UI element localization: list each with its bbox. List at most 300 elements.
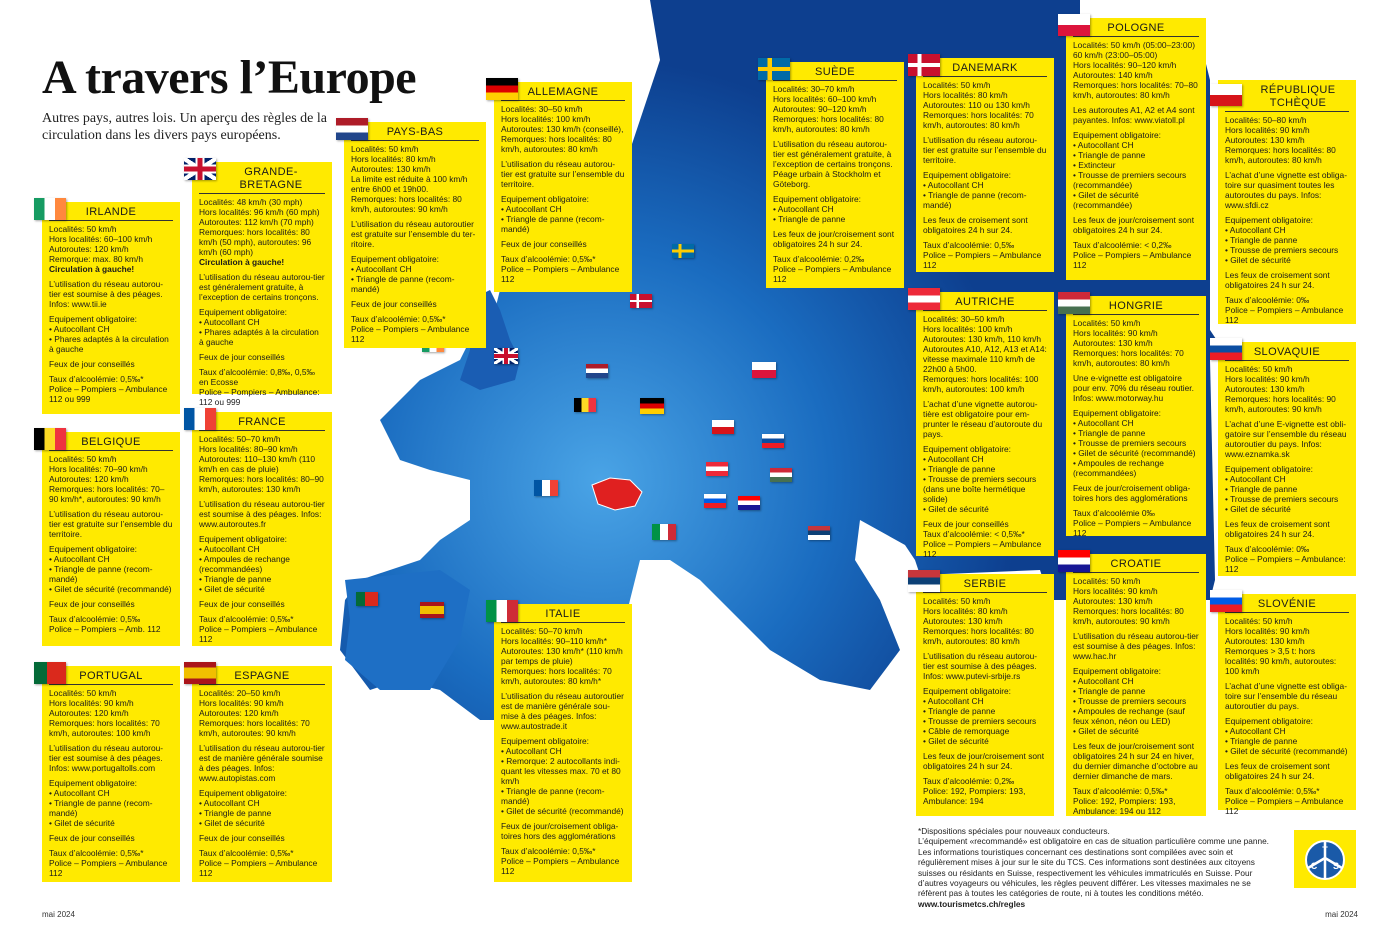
card-line: Taux d’alcoolémie: 0,5‰* [501, 254, 596, 264]
card-line: Taux d’alcoolémie: 0,5‰ [49, 614, 141, 624]
card-block [923, 314, 1047, 394]
card-line: • Triangle de panne (recom-mandé) [49, 798, 153, 818]
card-block [49, 544, 173, 594]
card-line: Localités: 50 km/h [49, 224, 117, 234]
card-block [351, 219, 479, 249]
card-title: PAYS-BAS [351, 126, 479, 141]
flag-spain-icon [184, 662, 216, 684]
flag-france-icon [184, 408, 216, 430]
card-tcheque [1218, 80, 1356, 324]
card-line: • Gilet de sécurité (recommandé) [1225, 746, 1348, 756]
card-line: Police: 192, Pompiers: 193, Ambulance: 194 [923, 786, 1026, 806]
card-line: Equipement obligatoire: [351, 254, 439, 264]
card-line: Autoroutes: 110 ou 130 km/h [923, 100, 1030, 110]
card-block [199, 833, 325, 843]
card-line: Remorques: hors localités: 80 km/h, autoroutes: 80 km/h [923, 626, 1034, 646]
card-line: L’utilisation du réseau autorou-tier est gratuite sur l’ensemble du territoire. [49, 509, 173, 539]
card-line: Hors localités: 60–100 km/h [49, 234, 153, 244]
card-line: Taux d’alcoolémie: 0,2‰ [773, 254, 865, 264]
card-line: • Phares adaptés à la circulation à gauche [49, 334, 169, 354]
card-line: Police – Pompiers – Ambulance 112 [923, 539, 1042, 559]
card-line: Feux de jour conseillés [501, 239, 587, 249]
card-block [49, 833, 173, 843]
card-line: • Triangle de panne [1225, 484, 1298, 494]
card-block [1225, 786, 1349, 816]
card-line: • Autocollant CH [199, 798, 260, 808]
card-line: L’utilisation du réseau autorou-tier est généralement gratuite, à l’exception de certains tronçons. Péage urbain à Stockholm et Göteborg. [773, 139, 893, 189]
card-line: Remorques: hors localités: 100 km/h, autoroutes: 100 km/h [923, 374, 1039, 394]
card-title: ALLEMAGNE [501, 86, 625, 101]
card-title: AUTRICHE [923, 296, 1047, 311]
card-block [49, 509, 173, 539]
card-block [501, 736, 625, 816]
card-line: L’achat d’une vignette autorou-tière est obligatoire pour em-prunter le réseau d’autoroute du pays. [923, 399, 1043, 439]
map-flag-pl-icon [752, 362, 776, 378]
card-line: Taux d’alcoolémie: 0,5‰ [923, 240, 1015, 250]
card-line: Feux de jour conseillés [49, 359, 135, 369]
card-line: • Autocollant CH [1073, 140, 1134, 150]
card-portugal [42, 666, 180, 882]
card-block [351, 254, 479, 294]
footnote-text: L’équipement «recommandé» est obligatoire en cas de situation particulière comme une panne. Les informations touristiques concernant ces destinations sont compilées avec soin et régulièrement mises à jour sur le site du TCS. Ces informations sont destinées aux citoyens suisses ou résidants en Suisse, respectivement les véhicules immatriculés en Suisse. Pour d’autres voyageurs ou véhicules, les règles peuvent différer. Les vitesses maximales ne se réfèrent pas à toutes les catégories de route, ni à toutes les conditions météo. [918, 836, 1269, 899]
card-line: L’utilisation du réseau autorou-tier est de manière générale soumise à des péages. Infos: www.autopistas.com [199, 743, 325, 783]
card-line: Taux d’alcoolémie: 0,5‰* [199, 848, 294, 858]
card-title: SUÈDE [773, 66, 897, 81]
card-body [923, 80, 1047, 270]
card-block [1225, 364, 1349, 414]
card-line: Remorques: hors localités: 70–80 km/h, autoroutes: 80 km/h [1073, 80, 1198, 100]
card-block [923, 240, 1047, 270]
card-line: Feux de jour conseillés [199, 352, 285, 362]
card-line: • Gilet de sécurité [199, 818, 265, 828]
tcs-letter-s: S [1332, 861, 1340, 871]
card-line: • Autocollant CH [923, 696, 984, 706]
card-title: IRLANDE [49, 206, 173, 221]
card-block [773, 229, 897, 249]
card-block [1073, 786, 1199, 816]
card-line: Autoroutes: 130 km/h [923, 616, 1003, 626]
card-line: Equipement obligatoire: [923, 170, 1011, 180]
card-line: Taux d’alcoolémie: 0,5‰* [49, 374, 144, 384]
card-body [1225, 115, 1349, 325]
card-line: Localités: 50 km/h [1073, 318, 1141, 328]
card-body [49, 454, 173, 634]
card-belgique [42, 432, 180, 646]
card-line: Police – Pompiers – Ambulance 112 [1073, 250, 1192, 270]
flag-slovakia-icon [1210, 338, 1242, 360]
card-line: Equipement obligatoire: [199, 307, 287, 317]
card-line: Police – Pompiers – Ambulance 112 [49, 858, 168, 878]
card-slovaquie [1218, 342, 1356, 576]
flag-netherlands-icon [336, 118, 368, 140]
card-block [1225, 716, 1349, 756]
card-france [192, 412, 332, 646]
card-line: • Extincteur [1073, 160, 1116, 170]
card-line: Remorques: hors localités: 70–90 km/h*, autoroutes: 90 km/h [49, 484, 165, 504]
card-line: Autoroutes: 130 km/h [1073, 338, 1153, 348]
card-block [199, 688, 325, 738]
flag-gb-icon [184, 158, 216, 180]
card-line: Hors localités: 90–120 km/h [1073, 60, 1177, 70]
card-line: • Phares adaptés à la circulation à gauche [199, 327, 319, 347]
card-block [49, 778, 173, 828]
card-line: Hors localités: 80 km/h [923, 90, 1008, 100]
card-line: Police – Pompiers – Ambulance 112 [1073, 518, 1192, 538]
card-line: • Gilet de sécurité [923, 504, 989, 514]
card-block [1225, 270, 1349, 290]
card-line: Localités: 50 km/h [49, 454, 117, 464]
card-line: • Triangle de panne (recom-mandé) [49, 564, 153, 584]
card-line: L’utilisation du réseau autorou-tier est soumise à des péages. Infos: www.tii.ie [49, 279, 164, 309]
card-block [501, 691, 625, 731]
card-block [49, 743, 173, 773]
card-block [1225, 616, 1349, 676]
card-title: POLOGNE [1073, 22, 1199, 37]
card-line: Feux de jour/croisement obliga-toires hors des agglomérations [501, 821, 619, 841]
card-line: Autoroutes A10, A12, A13 et A14: vitesse maximale 110 km/h de 22h00 à 5h00. [923, 344, 1047, 374]
card-line: • Triangle de panne [199, 808, 272, 818]
card-line: Remorques: hors localités: 70 km/h, autoroutes: 90 km/h [199, 718, 310, 738]
card-line: L’utilisation du réseau autorou-tier est soumise à des péages. Infos: www.hac.hr [1073, 631, 1199, 661]
card-line: Localités: 30–70 km/h [773, 84, 855, 94]
card-line: Localités: 50–70 km/h [501, 626, 583, 636]
card-block [773, 139, 897, 189]
card-line: Equipement obligatoire: [49, 544, 137, 554]
card-block [1073, 741, 1199, 781]
map-flag-hu-icon [770, 468, 792, 482]
card-line: Police – Pompiers – Ambulance 112 [1225, 796, 1344, 816]
card-body [923, 314, 1047, 559]
card-line: Circulation à gauche! [199, 257, 285, 267]
card-body [1073, 40, 1199, 270]
card-block [923, 444, 1047, 514]
flag-slovenia-icon [1210, 590, 1242, 612]
card-line: • Autocollant CH [1225, 225, 1286, 235]
card-line: Hors localités: 90 km/h [1073, 328, 1158, 338]
card-block [49, 614, 173, 634]
card-line: Localités: 30–50 km/h [923, 314, 1005, 324]
card-line: Remorques: hors localités: 80 km/h, autoroutes: 90 km/h [351, 194, 462, 214]
card-line: • Autocollant CH [1225, 474, 1286, 484]
card-line: • Autocollant CH [923, 454, 984, 464]
card-title: SLOVAQUIE [1225, 346, 1349, 361]
card-body [501, 104, 625, 284]
card-line: Hors localités: 80 km/h [923, 606, 1008, 616]
card-block [199, 367, 325, 407]
card-line: Hors localités: 90 km/h [49, 698, 134, 708]
card-block [49, 599, 173, 609]
card-line: • Gilet de sécurité [1073, 726, 1139, 736]
card-line: • Autocollant CH [501, 746, 562, 756]
card-line: Taux d’alcoolémie: 0,5‰* [1073, 786, 1168, 796]
card-block [923, 776, 1047, 806]
card-line: • Triangle de panne [1073, 150, 1146, 160]
card-line: • Triangle de panne (recom-mandé) [501, 786, 605, 806]
card-block [49, 279, 173, 309]
card-line: Police: 192, Pompiers: 193, Ambulance: 194 ou 112 [1073, 796, 1176, 816]
card-line: Police – Pompiers – Ambulance 112 [923, 250, 1042, 270]
map-flag-rs-icon [808, 526, 830, 540]
card-line: Autoroutes: 140 km/h [1073, 70, 1153, 80]
card-line: Feux de jour conseillés [351, 299, 437, 309]
card-line: Les feux de jour/croisement sont obligatoires 24 h sur 24. [773, 229, 895, 249]
card-line: Remorques: hors localités: 70 km/h, autoroutes: 80 km/h* [501, 666, 612, 686]
card-croatie [1066, 554, 1206, 816]
card-line: Remorques: hors localités: 80 km/h, autoroutes: 80 km/h [501, 134, 612, 154]
card-block [351, 299, 479, 309]
card-line: Autoroutes: 130 km/h [351, 164, 431, 174]
card-line: Equipement obligatoire: [1225, 716, 1313, 726]
card-line: Equipement obligatoire: [49, 314, 137, 324]
card-line: Police – Pompiers – Ambulance 112 ou 999 [49, 384, 168, 404]
card-block [1225, 115, 1349, 165]
card-line: • Autocollant CH [49, 324, 110, 334]
card-block [1073, 508, 1199, 538]
card-line: Taux d’alcoolémie: 0,8‰, 0,5‰ en Ecosse [199, 367, 315, 387]
card-line: • Gilet de sécurité [923, 736, 989, 746]
card-block [1073, 631, 1199, 661]
card-allemagne [494, 82, 632, 292]
card-block [199, 197, 325, 267]
card-block [923, 596, 1047, 646]
card-body [1073, 576, 1199, 816]
map-flag-be-icon [574, 398, 596, 412]
card-title: BELGIQUE [49, 436, 173, 451]
card-line: • Triangle de panne [773, 214, 846, 224]
card-line: Autoroutes: 120 km/h [199, 708, 279, 718]
card-line: • Triangle de panne (recom-mandé) [501, 214, 605, 234]
card-line: Localités: 30–50 km/h [501, 104, 583, 114]
card-line: Les feux de croisement sont obligatoires 24 h sur 24. [1225, 761, 1330, 781]
card-line: Circulation à gauche! [49, 264, 135, 274]
card-line: Les feux de croisement sont obligatoires 24 h sur 24. [1225, 519, 1330, 539]
card-line: Les feux de croisement sont obligatoires 24 h sur 24. [1225, 270, 1330, 290]
card-body [351, 144, 479, 344]
card-line: Feux de jour/croisement obliga-toires hors des agglomérations [1073, 483, 1191, 503]
card-line: Equipement obligatoire: [1225, 464, 1313, 474]
card-block [1225, 419, 1349, 459]
tcs-logo-icon [1294, 830, 1356, 888]
card-line: Feux de jour conseillés [49, 599, 135, 609]
card-block [501, 254, 625, 284]
card-line: Autoroutes: 120 km/h [49, 708, 129, 718]
card-espagne [192, 666, 332, 882]
card-line: Taux d’alcoolémie: 0,5‰* [1225, 786, 1320, 796]
card-block [923, 215, 1047, 235]
card-line: Les feux de jour/croisement sont obligatoires 24 h sur 24. [1073, 215, 1195, 235]
card-line: L’utilisation du réseau autoroutier est de manière générale sou-mise à des péages. Infos: www.autostrade.it [501, 691, 624, 731]
footnote-link[interactable]: www.tourismetcs.ch/regles [918, 898, 1026, 909]
card-line: Autoroutes: 120 km/h [49, 474, 129, 484]
card-line: Taux d’alcoolémie: < 0,5‰* [923, 529, 1025, 539]
card-line: Taux d’alcoolémie: 0,5‰* [49, 848, 144, 858]
card-block [1225, 215, 1349, 265]
card-line: L’utilisation du réseau autorou-tier est soumise à des péages. Infos: www.portugaltolls.com [49, 743, 164, 773]
card-block [1073, 373, 1199, 403]
card-line: Hors localités: 96 km/h (60 mph) [199, 207, 320, 217]
flag-denmark-icon [908, 54, 940, 76]
flag-poland-icon [1058, 14, 1090, 36]
card-line: Localités: 50 km/h [1073, 576, 1141, 586]
card-paysbas [344, 122, 486, 348]
card-block [199, 272, 325, 302]
card-line: • Trousse de premiers secours (recommandée) [1073, 170, 1187, 190]
card-line: Hors localités: 80–90 km/h [199, 444, 298, 454]
card-line: • Autocollant CH [199, 317, 260, 327]
flag-serbia-icon [908, 570, 940, 592]
page-subtitle: Autres pays, autres lois. Un aperçu des règles de la circulation dans les divers pays européens. [42, 111, 327, 143]
card-body [1225, 364, 1349, 574]
card-line: • Triangle de panne [1225, 235, 1298, 245]
card-line: Equipement obligatoire: [773, 194, 861, 204]
card-autriche [916, 292, 1054, 559]
card-title: ITALIE [501, 608, 625, 623]
card-line: Police – Pompiers – Ambulance 112 [773, 264, 892, 284]
card-block [199, 307, 325, 347]
card-line: • Autocollant CH [351, 264, 412, 274]
card-block [1073, 215, 1199, 235]
card-block [1225, 295, 1349, 325]
card-serbie [916, 574, 1054, 816]
card-title: HONGRIE [1073, 300, 1199, 315]
card-block [923, 135, 1047, 165]
card-line: Police – Pompiers – Ambulance 112 [199, 624, 318, 644]
card-line: Police – Pompiers – Ambulance: 112 ou 999 [199, 387, 320, 407]
flag-czech-icon [1210, 84, 1242, 106]
card-line: Police – Pompiers – Ambulance: 112 [1225, 554, 1346, 574]
card-line: Les feux de jour/croisement sont obligatoires 24 h sur 24. [923, 751, 1045, 771]
card-block [501, 194, 625, 234]
card-line: Localités: 50 km/h [1225, 616, 1293, 626]
map-flag-dk-icon [630, 294, 652, 308]
card-block [1073, 240, 1199, 270]
card-line: Equipement obligatoire: [199, 534, 287, 544]
card-line: Remorques > 3,5 t: hors localités: 90 km/h, autoroutes: 100 km/h [1225, 646, 1337, 676]
card-line: • Autocollant CH [49, 788, 110, 798]
card-block [1225, 170, 1349, 210]
map-flag-it-icon [652, 524, 676, 540]
card-line: Autoroutes: 130 km/h [1073, 596, 1153, 606]
card-body [773, 84, 897, 284]
card-italie [494, 604, 632, 882]
card-line: • Gilet de sécurité (recommandé) [1073, 448, 1196, 458]
map-flag-se-icon [672, 244, 694, 258]
card-body [923, 596, 1047, 806]
card-gb [192, 162, 332, 407]
card-line: Equipement obligatoire: [923, 686, 1011, 696]
card-block [1225, 464, 1349, 514]
card-line: Taux d’alcoolémie: < 0,2‰ [1073, 240, 1172, 250]
card-block [501, 104, 625, 154]
card-line: • Remorque: 2 autocollants indi-quant les vitesses max. 70 et 80 km/h [501, 756, 621, 786]
card-block [1225, 761, 1349, 781]
card-block [773, 84, 897, 134]
card-line: Autoroutes: 130 km/h, 110 km/h [923, 334, 1042, 344]
card-body [49, 224, 173, 404]
card-line: Hors localités: 90 km/h [1073, 586, 1158, 596]
flag-hungary-icon [1058, 292, 1090, 314]
card-block [199, 599, 325, 609]
flag-belgium-icon [34, 428, 66, 450]
card-line: La limite est réduite à 100 km/h entre 6h00 et 19h00. [351, 174, 468, 194]
card-title: DANEMARK [923, 62, 1047, 77]
card-line: Equipement obligatoire: [1073, 666, 1161, 676]
map-flag-fr-icon [534, 480, 558, 496]
card-line: Localités: 50 km/h [923, 596, 991, 606]
card-block [199, 434, 325, 494]
card-block [923, 170, 1047, 210]
card-line: Autoroutes: 112 km/h (70 mph) [199, 217, 314, 227]
card-line: • Gilet de sécurité [199, 584, 265, 594]
card-line: • Trousse de premiers secours [1225, 494, 1339, 504]
card-line: Equipement obligatoire: [199, 788, 287, 798]
card-block [923, 80, 1047, 130]
card-line: Equipement obligatoire: [1073, 130, 1161, 140]
card-title: RÉPUBLIQUE TCHÈQUE [1225, 84, 1349, 112]
card-line: • Autocollant CH [501, 204, 562, 214]
card-block [1225, 544, 1349, 574]
card-block [1073, 130, 1199, 210]
card-line: Equipement obligatoire: [923, 444, 1011, 454]
card-line: • Triangle de panne [923, 706, 996, 716]
card-block [923, 651, 1047, 681]
card-line: Remorques: hors localités: 90 km/h, autoroutes: 90 km/h [1225, 394, 1336, 414]
card-line: Autoroutes: 130 km/h [1225, 384, 1305, 394]
card-line: Equipement obligatoire: [49, 778, 137, 788]
card-line: Hors localités: 60–100 km/h [773, 94, 877, 104]
card-block [1073, 40, 1199, 100]
card-block [1225, 519, 1349, 539]
map-flag-es-icon [420, 602, 444, 618]
card-line: • Triangle de panne [199, 574, 272, 584]
card-line: L’utilisation du réseau autorou-tier est généralement gratuite, à l’exception de certains tronçons. [199, 272, 325, 302]
card-title: CROATIE [1073, 558, 1199, 573]
card-block [199, 499, 325, 529]
card-block [923, 686, 1047, 746]
card-line: Remorque: max. 80 km/h [49, 254, 144, 264]
card-block [49, 359, 173, 369]
card-line: Hors localités: 90 km/h [1225, 374, 1310, 384]
flag-ireland-icon [34, 198, 66, 220]
flag-croatia-icon [1058, 550, 1090, 572]
flag-austria-icon [908, 288, 940, 310]
card-line: Remorques: hors localités: 70 km/h, autoroutes: 80 km/h [923, 110, 1034, 130]
card-block [1073, 318, 1199, 368]
card-line: Localités: 50–80 km/h [1225, 115, 1307, 125]
page-title: A travers l’Europe [42, 51, 417, 104]
card-block [49, 848, 173, 878]
card-line: Hors localités: 90 km/h [199, 698, 284, 708]
card-line: Hors localités: 100 km/h [923, 324, 1013, 334]
card-line: Localités: 50 km/h [351, 144, 419, 154]
card-block [773, 194, 897, 224]
card-block [1073, 105, 1199, 125]
tcs-letter-c: C [1310, 861, 1318, 871]
card-block [1073, 576, 1199, 626]
map-flag-nl-icon [586, 364, 608, 378]
card-line: Autoroutes: 130 km/h (conseillé), [501, 124, 624, 134]
tcs-letter-t: T [1322, 845, 1328, 855]
card-block [773, 254, 897, 284]
card-line: • Gilet de sécurité [1225, 255, 1291, 265]
card-line: • Autocollant CH [49, 554, 110, 564]
card-line: • Autocollant CH [773, 204, 834, 214]
card-line: • Gilet de sécurité [1225, 504, 1291, 514]
card-line: Autoroutes: 110–130 km/h (110 km/h en cas de pluie) [199, 454, 316, 474]
card-block [923, 519, 1047, 559]
card-line: L’utilisation du réseau autorou-tier est soumise à des péages. Infos: www.putevi-srbije.rs [923, 651, 1038, 681]
card-line: Feux de jour conseillés [49, 833, 135, 843]
